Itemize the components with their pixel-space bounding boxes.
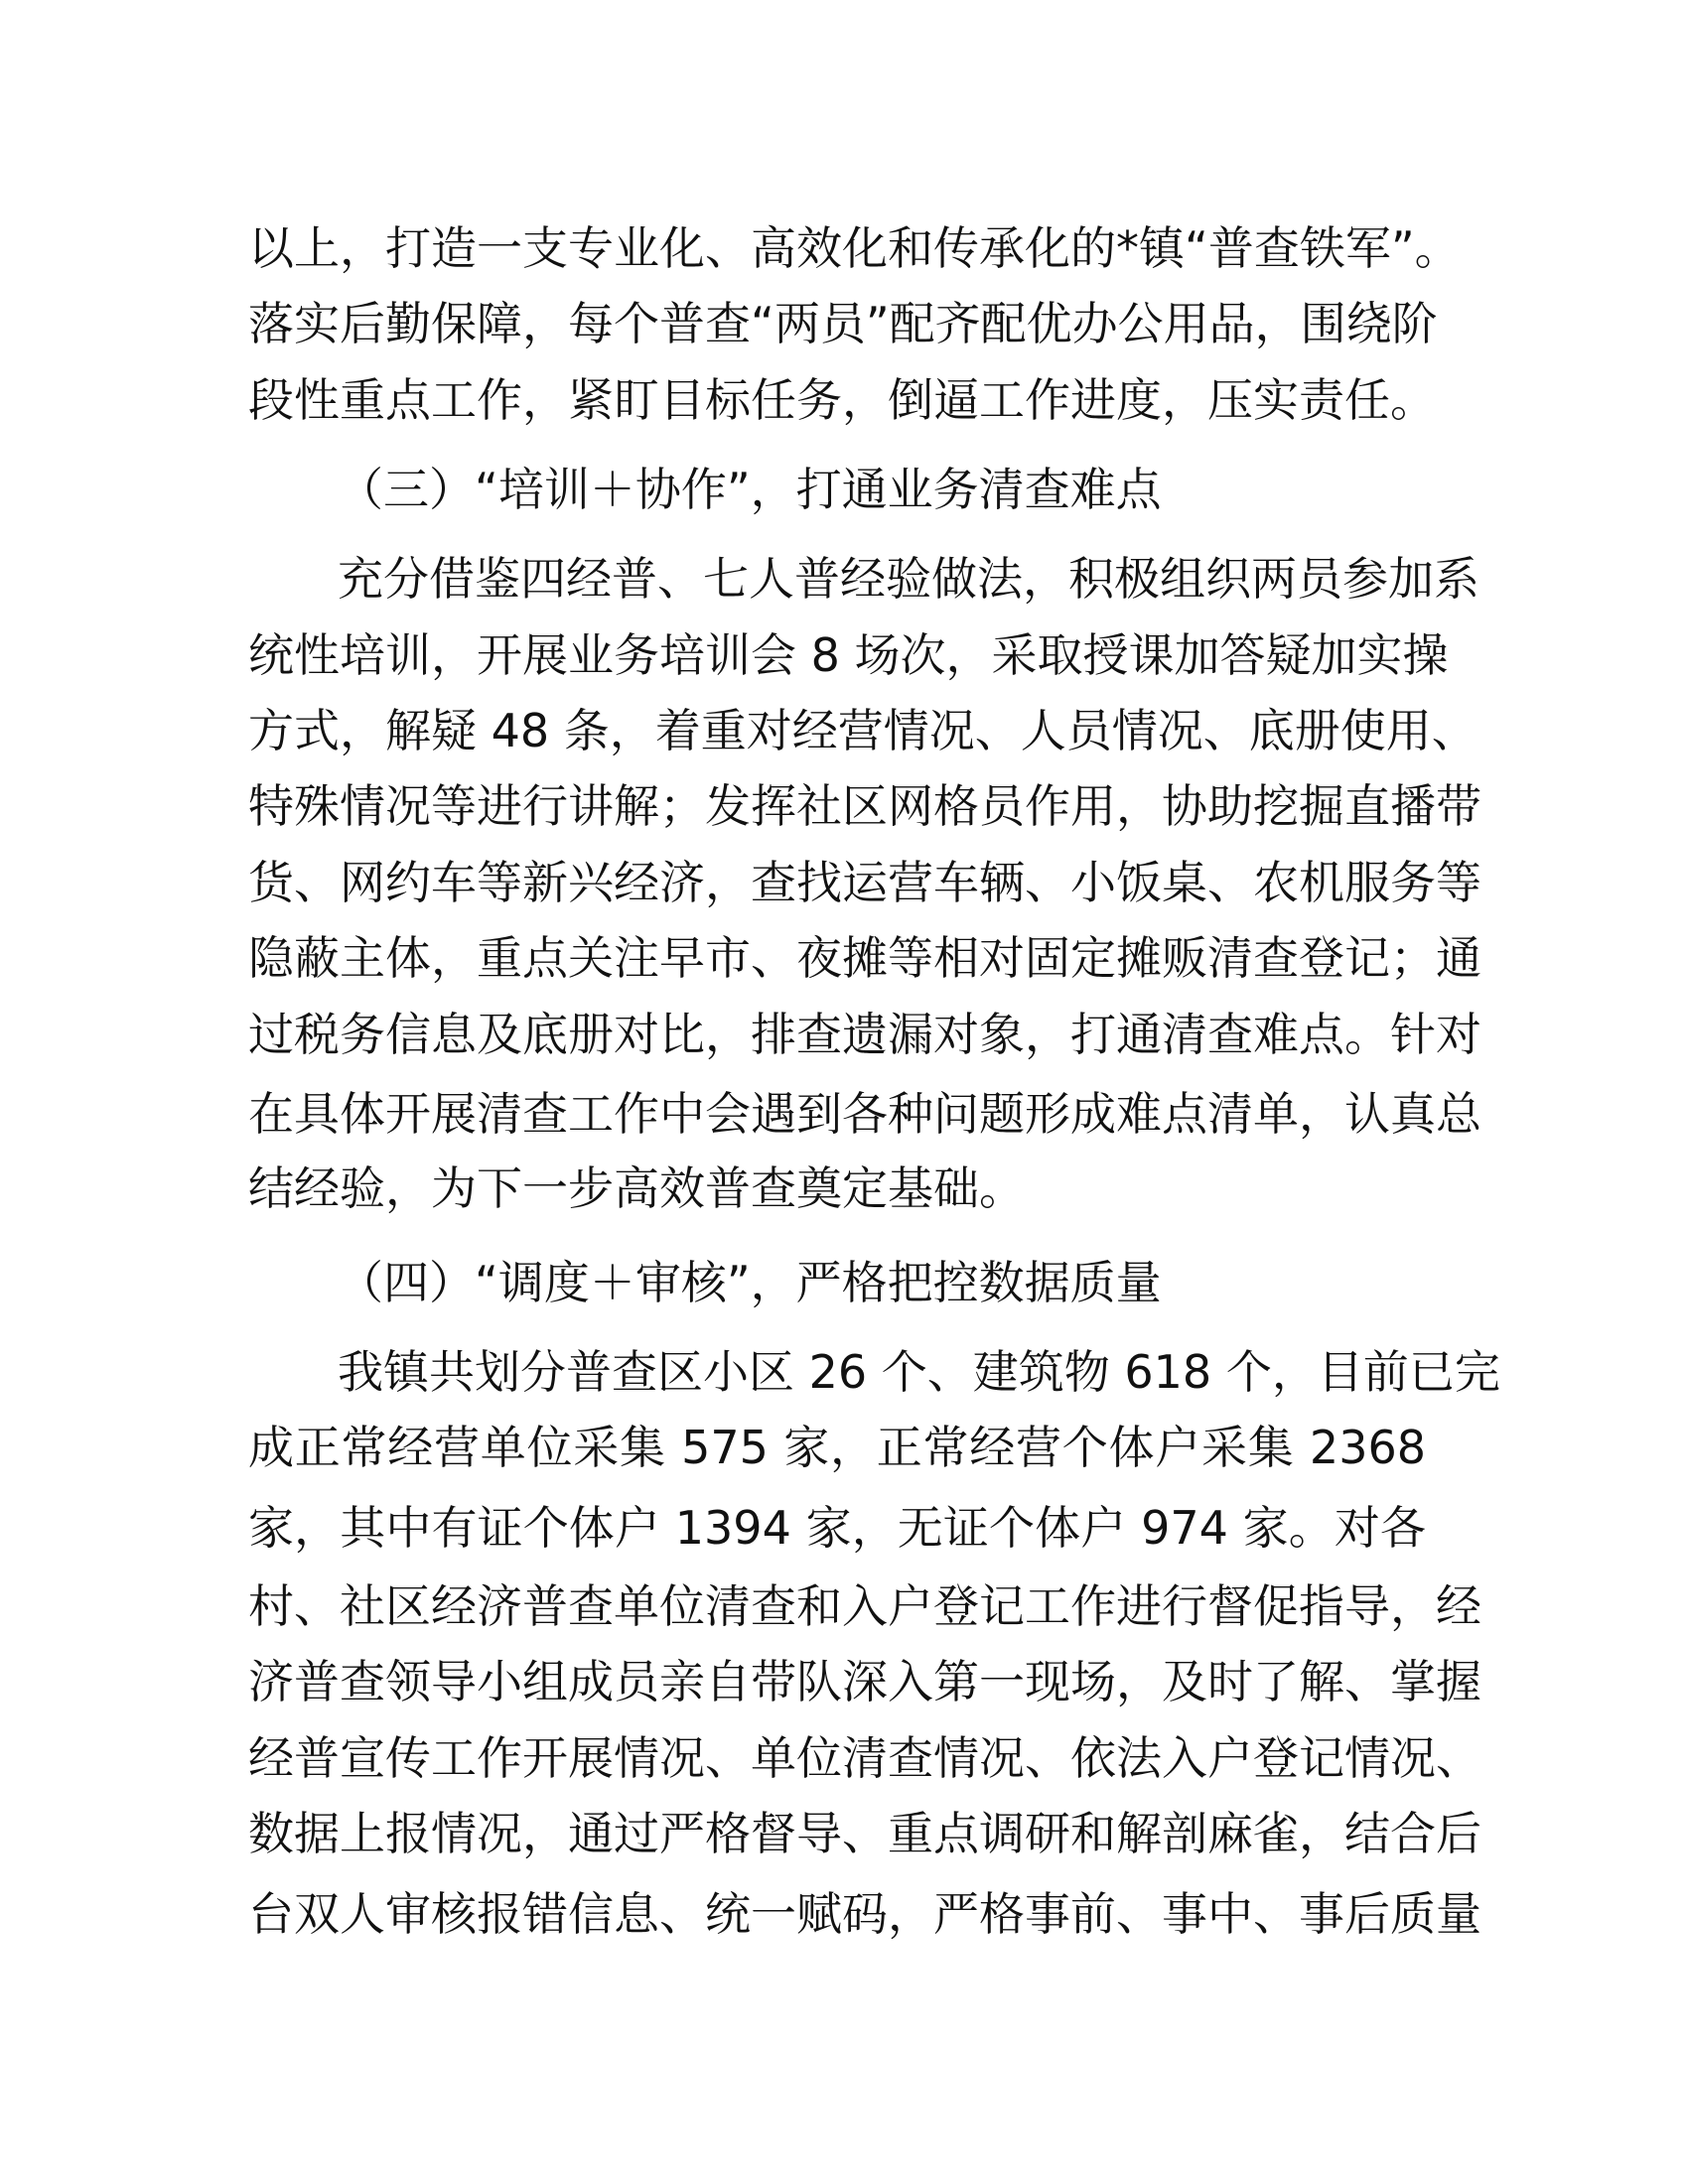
- text-line: 成正常经营单位采集 575 家，正常经营个体户采集 2368: [248, 1421, 1426, 1474]
- text-line: 我镇共划分普查区小区 26 个、建筑物 618 个，目前已完: [338, 1345, 1500, 1399]
- text-line: 特殊情况等进行讲解；发挥社区网格员作用，协助挖掘直播带: [248, 779, 1481, 833]
- text-line: 方式，解疑 48 条，着重对经营情况、人员情况、底册使用、: [248, 704, 1477, 757]
- text-line: 统性培训，开展业务培训会 8 场次，采取授课加答疑加实操: [248, 628, 1449, 682]
- section-heading-3: （三）“培训＋协作”，打通业务清查难点: [338, 463, 1162, 516]
- text-line: 隐蔽主体，重点关注早市、夜摊等相对固定摊贩清查登记；通: [248, 931, 1481, 985]
- text-line: 过税务信息及底册对比，排查遗漏对象，打通清查难点。针对: [248, 1008, 1481, 1061]
- text-line: 充分借鉴四经普、七人普经验做法，积极组织两员参加系: [338, 552, 1479, 606]
- text-line: 落实后勤保障，每个普查“两员”配齐配优办公用品，围绕阶: [248, 297, 1438, 350]
- text-line: 济普查领导小组成员亲自带队深入第一现场，及时了解、掌握: [248, 1655, 1481, 1708]
- text-line: 台双人审核报错信息、统一赋码，严格事前、事中、事后质量: [248, 1887, 1481, 1941]
- text-line: 以上，打造一支专业化、高效化和传承化的*镇“普查铁军”。: [248, 221, 1461, 275]
- text-line: 货、网约车等新兴经济，查找运营车辆、小饭桌、农机服务等: [248, 856, 1481, 909]
- text-line: 家，其中有证个体户 1394 家，无证个体户 974 家。对各: [248, 1501, 1426, 1555]
- section-heading-4: （四）“调度＋审核”，严格把控数据质量: [338, 1256, 1162, 1309]
- text-line: 段性重点工作，紧盯目标任务，倒逼工作进度，压实责任。: [248, 373, 1436, 427]
- text-line: 结经验，为下一步高效普查奠定基础。: [248, 1161, 1025, 1215]
- text-line: 村、社区经济普查单位清查和入户登记工作进行督促指导，经: [248, 1579, 1481, 1633]
- text-line: 经普宣传工作开展情况、单位清查情况、依法入户登记情况、: [248, 1731, 1481, 1785]
- text-line: 数据上报情况，通过严格督导、重点调研和解剖麻雀，结合后: [248, 1807, 1481, 1860]
- text-line: 在具体开展清查工作中会遇到各种问题形成难点清单，认真总: [248, 1087, 1481, 1141]
